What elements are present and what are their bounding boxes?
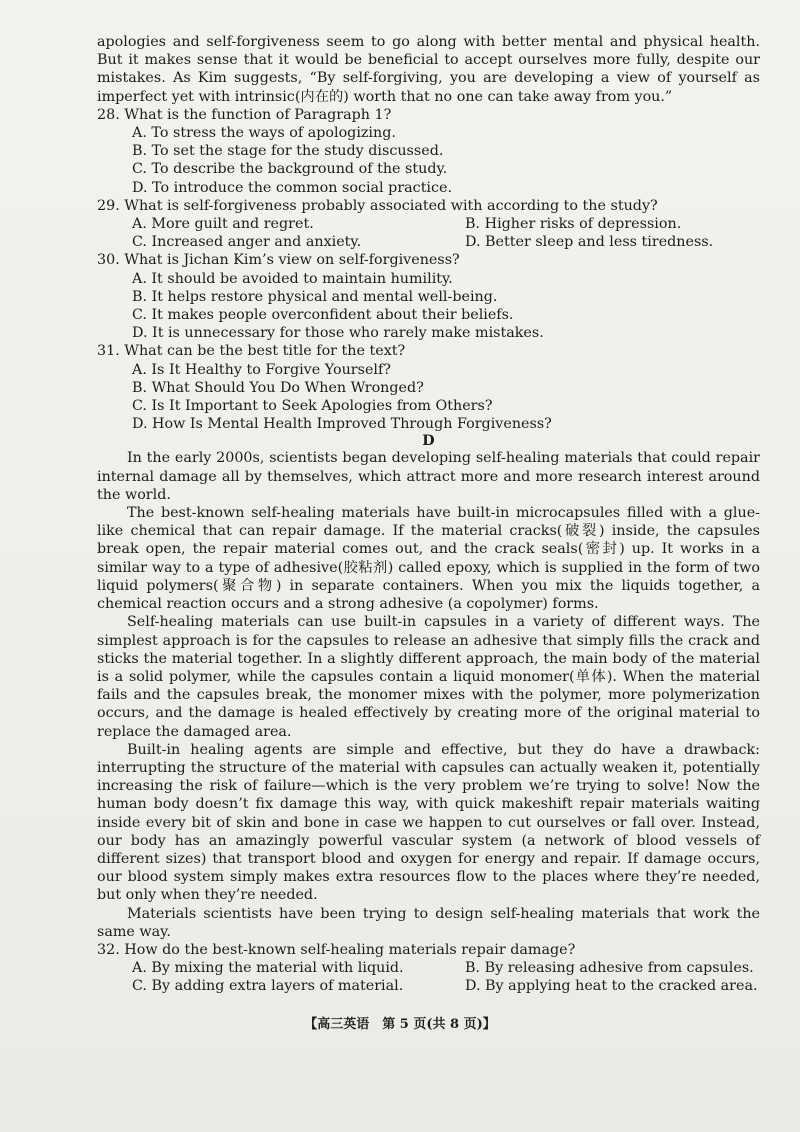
option-b: B. Higher risks of depression. (465, 216, 682, 233)
option-d: D. It is unnecessary for those who rarely make mistakes. (132, 325, 544, 342)
option-a: A. More guilt and regret. (132, 216, 314, 233)
option-a: A. To stress the ways of apologizing. (132, 125, 396, 142)
question-stem: 31. What can be the best title for the text? (97, 343, 406, 360)
question-29 (97, 197, 760, 252)
question-31 (97, 342, 760, 433)
question-32 (97, 941, 760, 996)
passage-c-ending: apologies and self-forgiveness seem to go along with better mental and physical health. But it makes sense that it would be beneficial to accept ourselves more fully, despite our mistakes. As Kim suggests, “By self-forgiving, you are developing a view of yourself as imperfect yet with intrinsic(内在的) worth that no one can take away from you.” (97, 34, 760, 105)
option-row (132, 233, 760, 251)
option-d: D. How Is Mental Health Improved Through Forgiveness? (132, 416, 552, 433)
option-c: C. Is It Important to Seek Apologies from Others? (132, 398, 493, 415)
option-b: B. By releasing adhesive from capsules. (465, 960, 754, 977)
passage-d (97, 449, 760, 940)
page-footer: 【高三英语 第 5 页(共 8 页)】 (304, 1017, 496, 1032)
question-stem: 28. What is the function of Paragraph 1? (97, 106, 392, 123)
option-row (132, 977, 760, 995)
passage-d-paragraph-2: The best-known self-healing materials have built-in microcapsules filled with a glue-like chemical that can repair damage. If the material cracks(破裂) inside, the capsules break open, the repair material comes out, and the crack seals(密封) up. It works in a similar way to a type of adhesive(胶粘剂) called epoxy, which is supplied in the form of two liquid polymers(聚合物) in separate containers. When you mix the liquids together, a chemical reaction occurs and a strong adhesive (a copolymer) forms. (97, 505, 760, 613)
question-stem: 29. What is self-forgiveness probably associated with according to the study? (97, 197, 658, 214)
option-b: B. It helps restore physical and mental well-being. (132, 288, 498, 305)
question-stem: 30. What is Jichan Kim’s view on self-forgiveness? (97, 252, 460, 269)
option-c: C. It makes people overconfident about their beliefs. (132, 307, 514, 324)
section-d-heading: D (422, 433, 435, 450)
passage-d-paragraph-5: Materials scientists have been trying to design self-healing materials that work the same way. (97, 905, 760, 940)
passage-d-paragraph-3: Self-healing materials can use built-in capsules in a variety of different ways. The simplest approach is for the capsules to release an adhesive that simply fills the crack and sticks the material together. In a slightly different approach, the main body of the material is a solid polymer, while the capsules contain a liquid monomer(单体). When the material fails and the capsules break, the monomer mixes with the polymer, more polymerization occurs, and the damage is healed effectively by creating more of the original material to replace the damaged area. (97, 614, 760, 740)
option-a: A. It should be avoided to maintain humility. (132, 270, 453, 287)
option-c: C. By adding extra layers of material. (132, 978, 404, 995)
option-b: B. To set the stage for the study discussed. (132, 143, 444, 160)
option-d: D. By applying heat to the cracked area. (465, 978, 758, 995)
question-stem: 32. How do the best-known self-healing materials repair damage? (97, 941, 576, 958)
option-row (132, 215, 760, 233)
option-c: C. To describe the background of the study. (132, 161, 448, 178)
option-a: A. Is It Healthy to Forgive Yourself? (132, 361, 391, 378)
option-row (132, 959, 760, 977)
option-d: D. Better sleep and less tiredness. (465, 234, 714, 251)
option-c: C. Increased anger and anxiety. (132, 234, 362, 251)
passage-d-paragraph-4: Built-in healing agents are simple and effective, but they do have a drawback: interrupting the structure of the material with capsules can actually weaken it, potentially increasing the risk of failure—which is the very problem we’re trying to solve! Now the human body doesn’t fix damage this way, with quick makeshift repair materials waiting inside every bit of skin and bone in case we happen to cut ourselves or fall over. Instead, our body has an amazingly powerful vascular system (a network of blood vessels of different sizes) that transport blood and oxygen for energy and repair. If damage occurs, our blood system simply makes extra resources flow to the places where they’re needed, but only when they’re needed. (97, 741, 760, 904)
option-d: D. To introduce the common social practice. (132, 179, 453, 196)
option-a: A. By mixing the material with liquid. (132, 960, 404, 977)
passage-d-paragraph-1: In the early 2000s, scientists began developing self-healing materials that could repair internal damage all by themselves, which attract more and more research interest around the world. (97, 450, 760, 503)
option-b: B. What Should You Do When Wronged? (132, 379, 424, 396)
question-28 (97, 106, 760, 197)
question-30 (97, 251, 760, 342)
